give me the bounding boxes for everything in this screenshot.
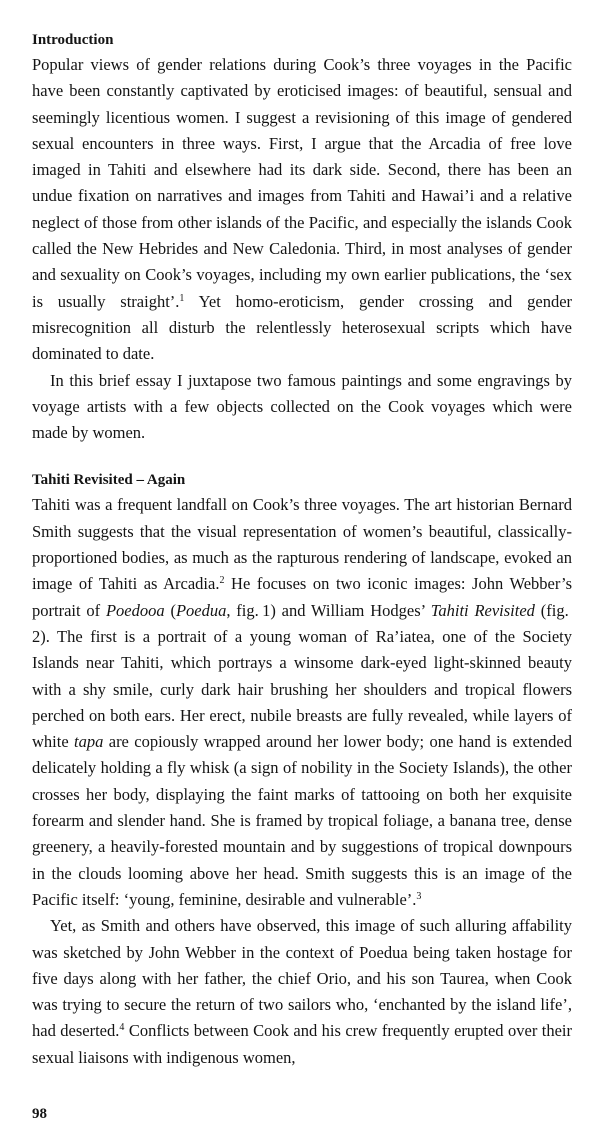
text-run: , fig. 1) and William Hodges’ [226,600,431,620]
footnote-marker: 3 [416,890,422,902]
text-run: ( [164,600,176,620]
text-run: He focuses on two iconic images: John Webber’s portrait of [32,574,572,620]
italic-text: tapa [74,732,104,752]
section-heading: Tahiti Revisited – Again [32,472,186,489]
text-run: are copiously wrapped around her lower body; one hand is extended delicately holding a fly whisk (a sign of nobility in the Society Islands), the other crosses her body, displaying the faint marks of tattooing on both her exquisite forearm and slender hand. She is framed by tropical foliage, a banana tree, dense greenery, a heavily-forested mountain and by suggestions of tropical downpours in the clouds looming above her head. Smith suggests this is an image of the Pacific itself: ‘young, feminine, desirable and vulnerable’. [32,732,572,909]
section-gap [32,446,572,470]
italic-text: Poedooa [105,600,165,620]
text-run: In this brief essay I juxtapose two famous paintings and some engravings by voyage artists with a few objects collected on the Cook voyages which were made by women. [32,370,572,443]
paragraph [32,913,572,1071]
paragraph [32,52,572,368]
page-body [32,30,572,1071]
text-run: Conflicts between Cook and his crew frequently erupted over their sexual liaisons with indigenous women, [32,1021,573,1067]
section-introduction [32,30,572,446]
footnote-marker: 4 [119,1022,125,1034]
page-number: 98 [32,1106,47,1122]
text-run: Yet, as Smith and others have observed, this image of such alluring affability was sketched by John Webber in the context of Poedua being taken hostage for five days along with her father, the chief Orio, and his son Taurea, when Cook was trying to secure the return of two sailors who, ‘enchanted by the island life’, had deserted. [32,916,572,1041]
paragraph [32,368,572,447]
text-run: Popular views of gender relations during Cook’s three voyages in the Pacific have been constantly captivated by eroticised images: of beautiful, sensual and seemingly licentious women. I suggest a revisioning of this image of gendered sexual encounters in three ways. First, I argue that the Arcadia of free love imaged in Tahiti and elsewhere had its dark side. Second, there has been an undue fixation on narratives and images from Tahiti and Hawai’i and a relative neglect of those from other islands of the Pacific, and especially the islands Cook called the New Hebrides and New Caledonia. Third, in most analyses of gender and sexuality on Cook’s voyages, including my own earlier publications, the ‘sex is usually straight’. [32,55,572,311]
footnote-marker: 2 [219,575,225,587]
section-heading: Introduction [32,32,114,48]
italic-text: Tahiti Revisited [430,600,535,620]
italic-text: Poedua [175,600,227,620]
text-run: Yet homo-eroticism, gender crossing and gender misrecognition all disturb the relentlessly heterosexual scripts which have dominated to date. [32,291,573,364]
text-run: (fig. 2). The first is a portrait of a young woman of Ra’iatea, one of the Society Islands near Tahiti, which portrays a winsome dark-eyed light-skinned beauty with a shy smile, curly dark hair brushing her shoulders and tropical flowers perched on both ears. Her erect, nubile breasts are fully revealed, while layers of white [32,600,573,752]
text-run: Tahiti was a frequent landfall on Cook’s three voyages. The art historian Bernard Smith suggests that the visual representation of women’s beautiful, classically-proportioned bodies, as much as the rapturous rendering of landscape, evoked an image of Tahiti as Arcadia. [32,495,572,594]
footnote-marker: 1 [179,292,185,304]
paragraph [32,492,572,913]
section-tahiti-revisited [32,470,572,1071]
